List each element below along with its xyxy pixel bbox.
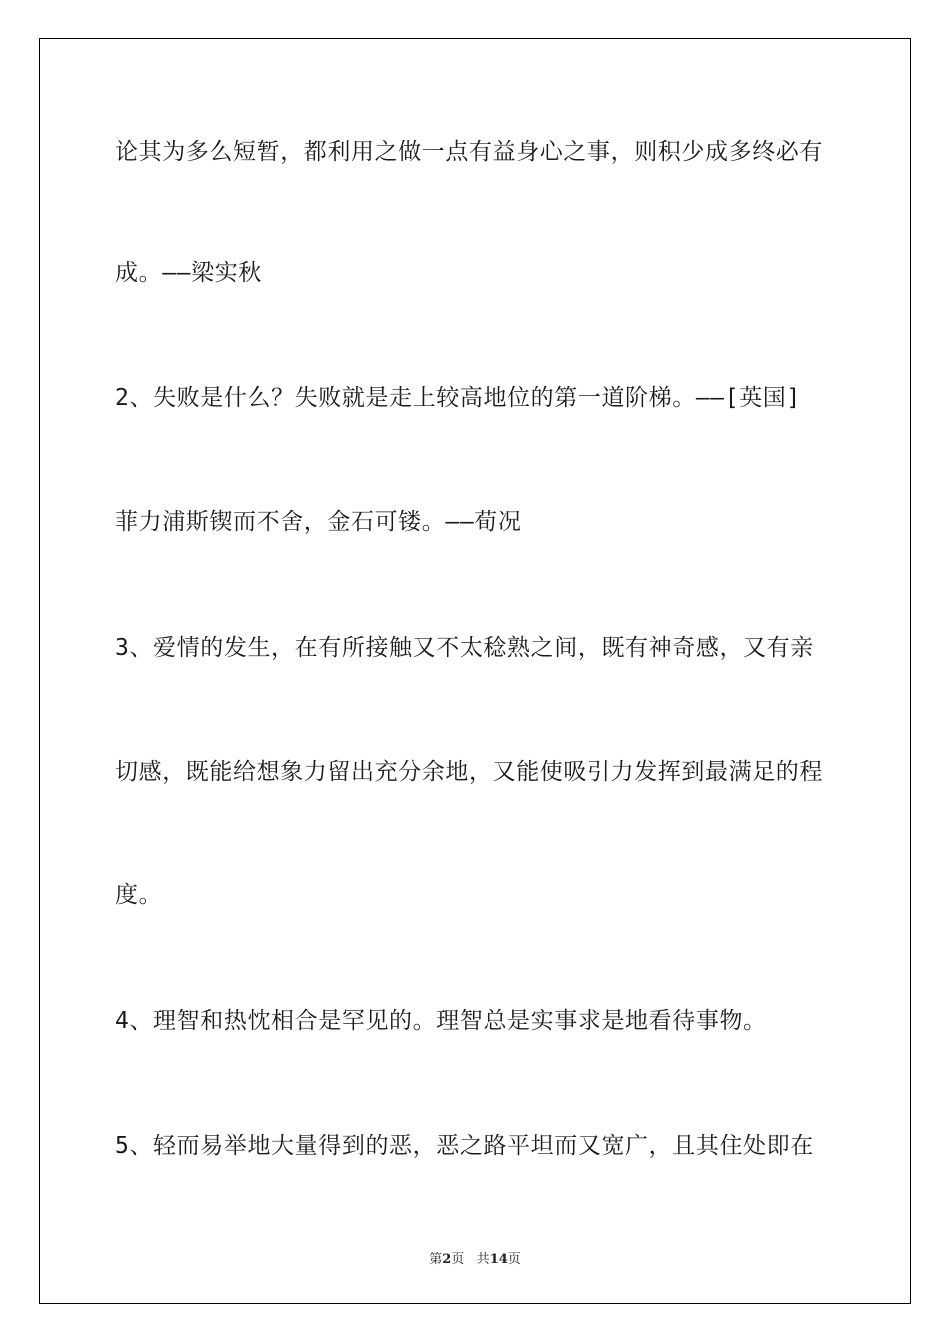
page-suffix: 页 — [451, 1252, 465, 1267]
page-prefix: 第 — [429, 1252, 443, 1267]
text-line: 3、爱情的发生，在有所接触又不太稔熟之间，既有神奇感，又有亲 — [115, 635, 814, 661]
current-page-number: 2 — [442, 1252, 452, 1267]
total-suffix: 页 — [507, 1252, 521, 1267]
text-line: 菲力浦斯锲而不舍，金石可镂。——荀况 — [115, 509, 522, 535]
page-footer — [0, 1248, 950, 1267]
text-line: 切感，既能给想象力留出充分余地，又能使吸引力发挥到最满足的程 — [115, 759, 823, 785]
page-frame — [39, 38, 911, 1304]
text-line: 5、轻而易举地大量得到的恶，恶之路平坦而又宽广，且其住处即在 — [115, 1133, 814, 1159]
text-line: 2、失败是什么？失败就是走上较高地位的第一道阶梯。——[英国] — [115, 385, 801, 411]
text-line: 度。 — [115, 882, 163, 908]
total-page-count: 14 — [489, 1252, 508, 1267]
text-line: 4、理智和热忱相合是罕见的。理智总是实事求是地看待事物。 — [115, 1008, 767, 1034]
text-line: 论其为多么短暂，都利用之做一点有益身心之事，则积少成多终必有 — [115, 139, 823, 165]
total-prefix: 共 — [476, 1252, 490, 1267]
text-line: 成。——梁实秋 — [115, 260, 262, 286]
